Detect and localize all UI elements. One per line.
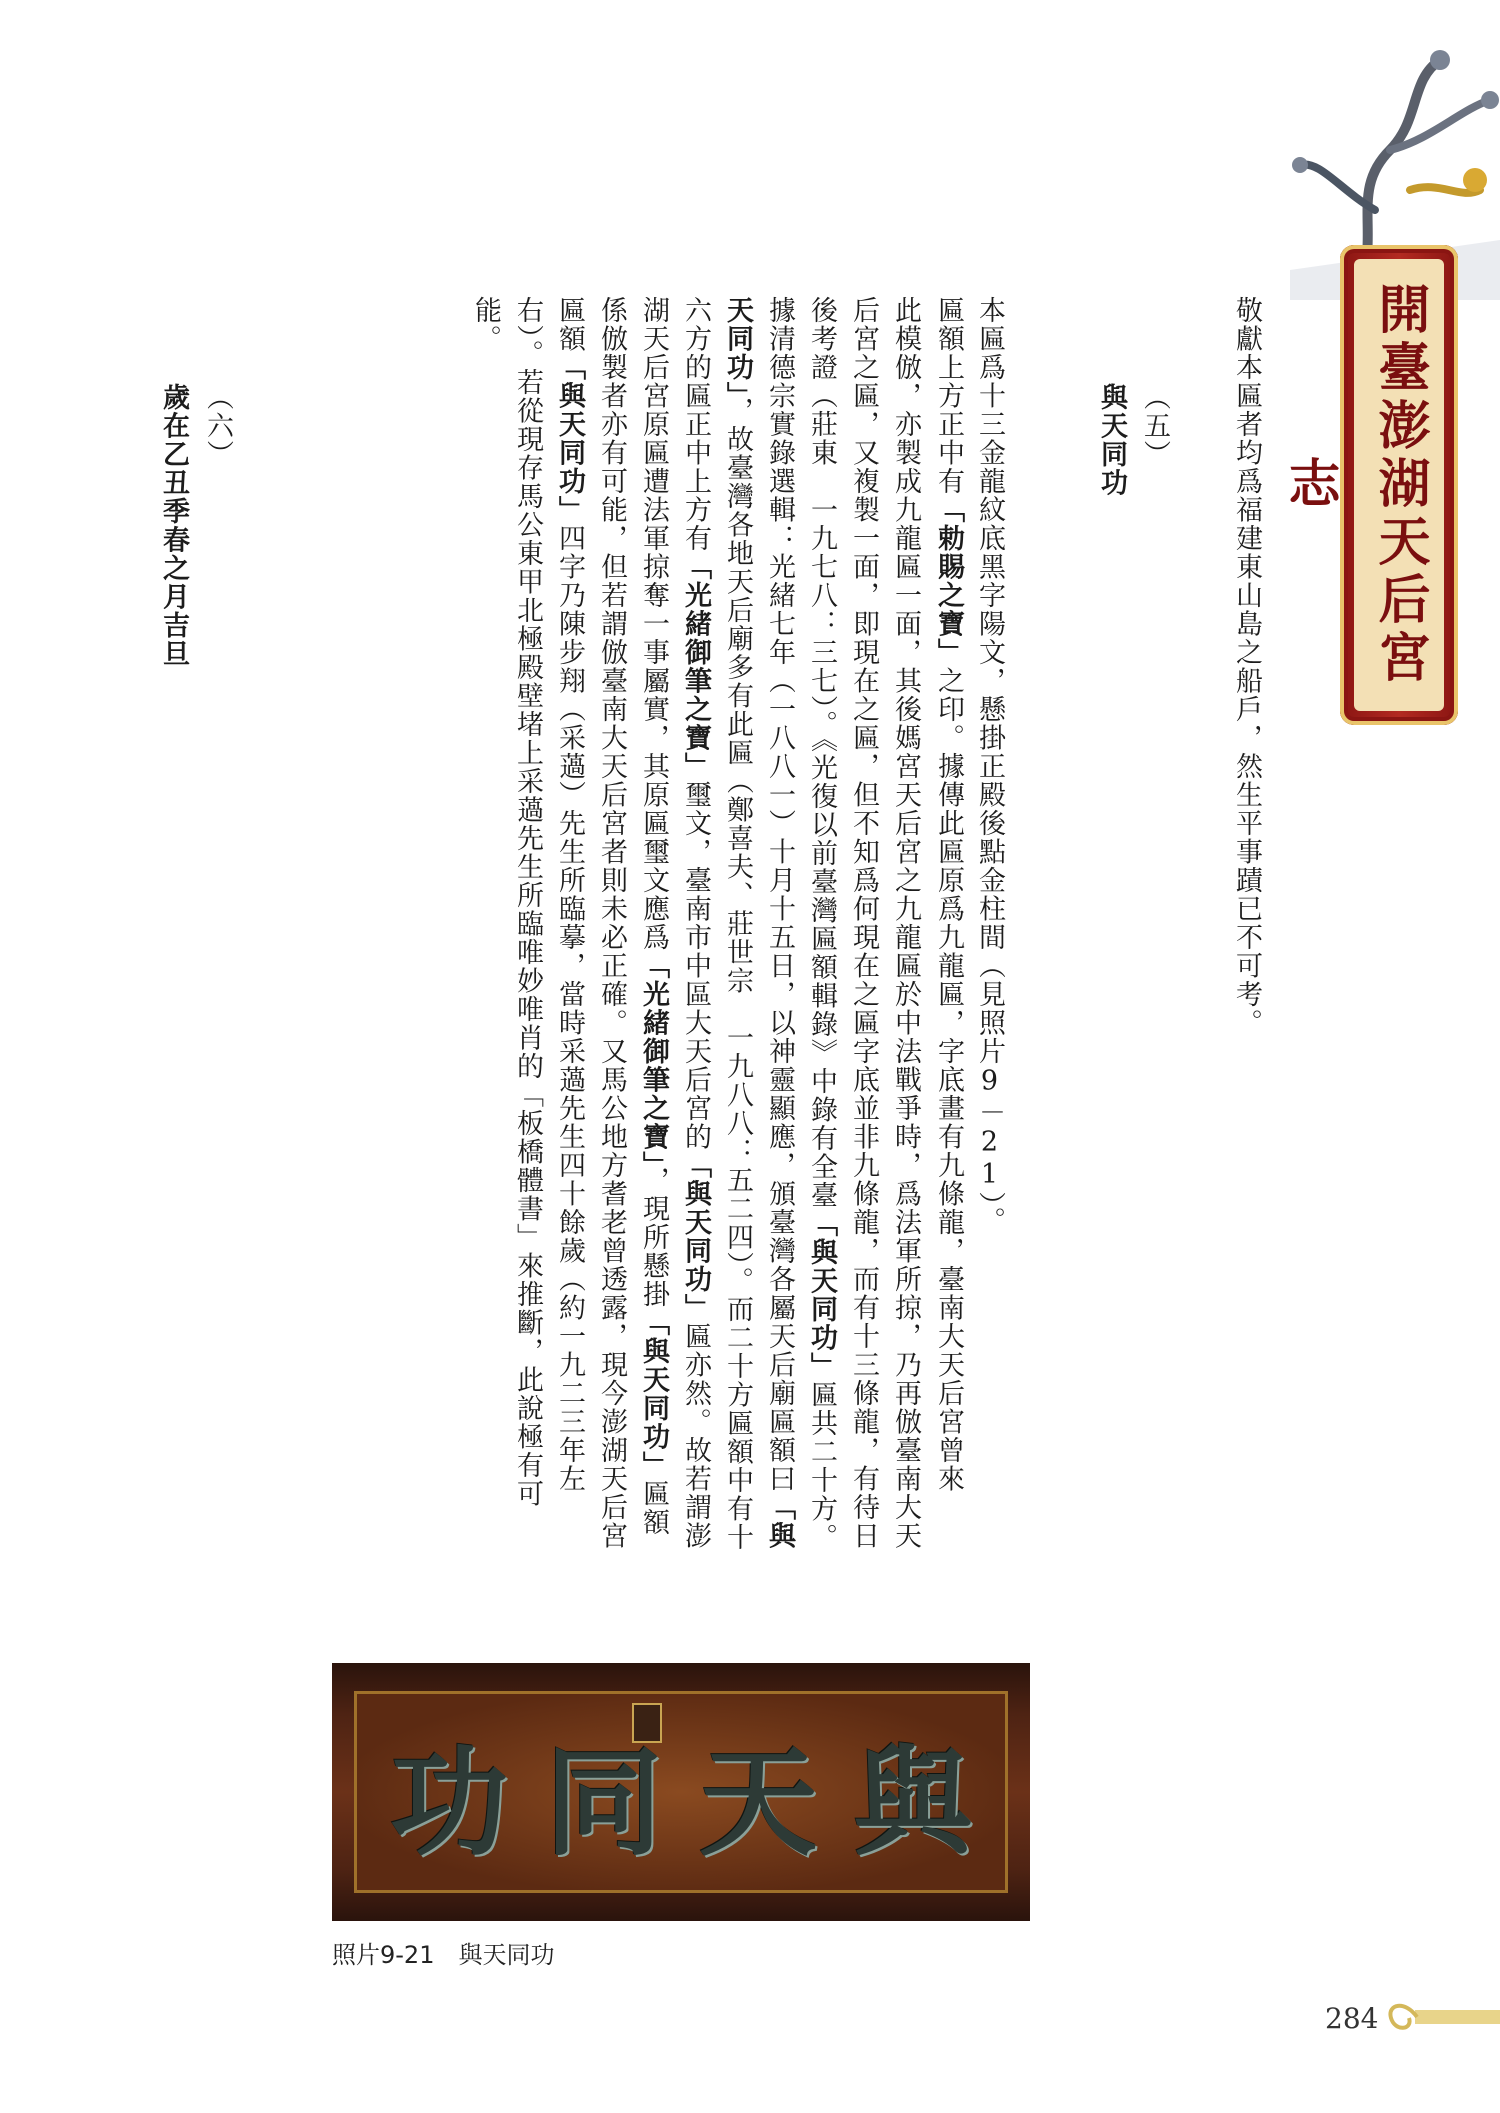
text-segment: 係倣製者亦有可能，但若謂倣臺南大天后宮者則未必正確。又馬公地方耆老曾透露，現今澎湖天后宮 <box>596 296 627 1550</box>
text-segment: 「與天同功」 <box>680 1151 711 1322</box>
text-segment: 歲在乙丑季春之月吉旦 <box>158 383 189 668</box>
text-segment: 「光緒御筆之寶」 <box>680 552 711 781</box>
text-column <box>590 296 632 1631</box>
text-column <box>716 296 758 1631</box>
text-column <box>548 296 590 1631</box>
text-column <box>968 296 1010 1631</box>
text-segment: 「與天同功」 <box>806 1209 837 1381</box>
chapter-title-plaque <box>1279 245 1458 725</box>
text-segment: 本匾爲十三金龍紋底黑字陽文，懸掛正殿後點金柱間（見照片9－21）。 <box>974 296 1005 1235</box>
text-segment: 能。 <box>470 296 501 353</box>
text-segment: 四字乃陳步翔（采薖）先生所臨摹，當時采薖先生四十餘歲（約一九二三年左 <box>554 524 585 1493</box>
text-segment: 敬獻本匾者均爲福建東山島之船戶，然生平事蹟已不可考。 <box>1231 296 1262 1037</box>
text-segment: 右）。若從現存馬公東甲北極殿壁堵上采薖先生所臨唯妙唯肖的「板橋體書」來推斷，此說極有可 <box>512 296 543 1508</box>
photo-caption: 照片9-21 與天同功 <box>332 1941 555 1969</box>
text-column <box>152 383 194 1718</box>
text-segment: 六方的匾正中上方有 <box>680 296 711 553</box>
text-segment: 湖天后宮原匾遭法軍掠奪一事屬實，其原匾璽文應爲 <box>638 296 669 952</box>
text-segment: 「光緒御筆之寶」 <box>638 951 669 1166</box>
text-segment: 之印。據傳此匾原爲九龍匾，字底畫有九條龍，臺南大天后宮曾來 <box>933 666 964 1493</box>
text-segment: 「與天同功」 <box>554 353 585 524</box>
text-column <box>422 296 464 1631</box>
text-segment: 匾額 <box>554 296 585 353</box>
text-segment: 匾共二十方。 <box>806 1380 837 1552</box>
text-column <box>506 296 548 1631</box>
text-segment: 匾亦然。故若謂澎 <box>680 1322 711 1550</box>
text-segment: 匾額 <box>638 1479 669 1537</box>
text-column <box>1225 296 1267 1631</box>
text-column <box>927 296 969 1631</box>
text-segment: 「與天同功」 <box>638 1308 669 1480</box>
text-segment: 據清德宗實錄選輯：光緒七年（一八八一）十月十五日，以神靈顯應，頒臺灣各屬天后廟匾額曰 <box>764 296 795 1493</box>
text-column <box>800 296 842 1631</box>
plaque-char: 功 <box>390 1733 509 1872</box>
text-column <box>758 296 800 1631</box>
text-segment: ，現所懸掛 <box>638 1166 669 1309</box>
plaque-char: 天 <box>699 1733 818 1872</box>
text-segment: ，故臺灣各地天后廟多有此匾（鄭喜夫、莊世宗 一九八八：五二四）。而二十方匾額中有十 <box>722 396 753 1552</box>
plaque-photo <box>332 1663 1030 1921</box>
text-segment: 與天同功 <box>1096 383 1127 497</box>
text-column <box>1133 383 1175 1718</box>
text-segment: 「與 <box>764 1493 795 1550</box>
text-column <box>884 296 926 1631</box>
text-column <box>632 296 674 1631</box>
text-column <box>464 296 506 1631</box>
plaque-char: 與 <box>853 1733 972 1872</box>
text-segment: 「勅賜之寶」 <box>933 495 964 667</box>
text-column <box>842 296 884 1631</box>
page-number: 284 <box>1325 2002 1379 2035</box>
text-segment: 天同功」 <box>722 296 753 397</box>
text-segment: 匾額上方正中有 <box>933 296 964 496</box>
text-segment: 后宮之匾，又複製一面，即現在之匾，但不知爲何現在之匾字底並非九條龍，而有十三條龍，有待日 <box>848 296 879 1550</box>
chapter-title: 開臺澎湖天后宮志 <box>1354 259 1444 711</box>
text-column <box>196 383 238 1718</box>
text-segment: 此模倣，亦製成九龍匾一面，其後媽宮天后宮之九龍匾於中法戰爭時，爲法軍所掠，乃再倣臺南大天 <box>890 296 921 1550</box>
text-segment: 後考證（莊東 一九七八：三七）。《光復以前臺灣匾額輯錄》中錄有全臺 <box>806 296 837 1210</box>
plaque-inscription <box>372 1723 990 1872</box>
text-column <box>674 296 716 1631</box>
page-number-ornament <box>1385 1990 1500 2045</box>
text-column <box>1182 296 1224 1631</box>
text-segment: 璽文，臺南市中區大天后宮的 <box>680 780 711 1151</box>
text-segment: （六） <box>202 383 233 469</box>
plaque-char: 同 <box>544 1733 663 1872</box>
text-segment: （五） <box>1139 383 1170 469</box>
text-column <box>1090 383 1132 1718</box>
